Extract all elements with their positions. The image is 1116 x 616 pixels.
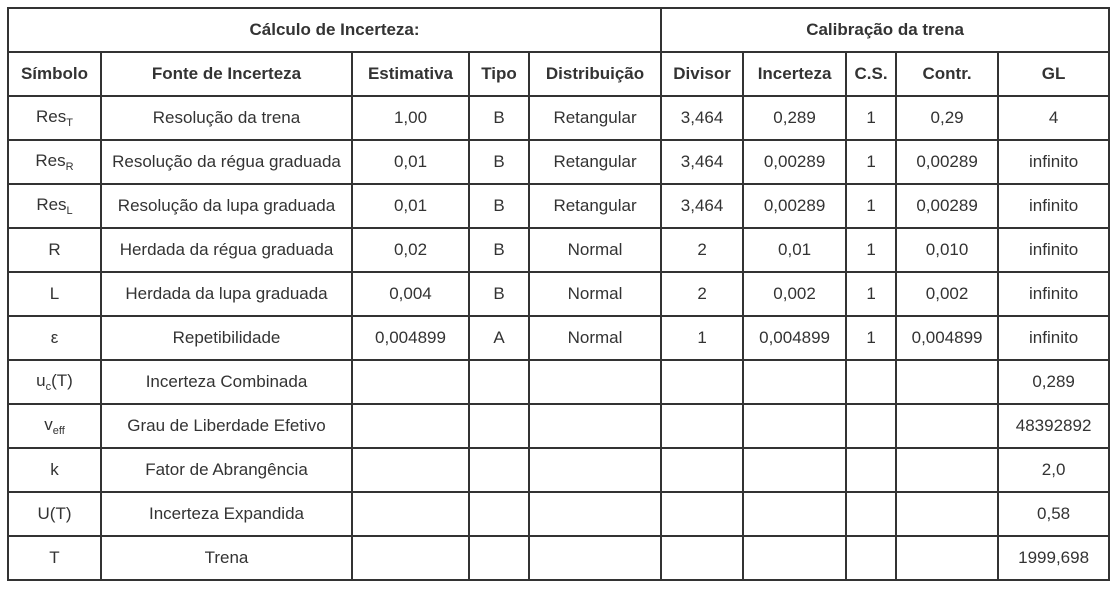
cell-type: B [469, 228, 529, 272]
cell-cs [846, 448, 896, 492]
column-header-uncertainty: Incerteza [743, 52, 846, 96]
cell-source: Fator de Abrangência [101, 448, 352, 492]
cell-uncertainty: 0,002 [743, 272, 846, 316]
cell-symbol [8, 404, 101, 448]
cell-estimate: 0,004899 [352, 316, 469, 360]
cell-type: B [469, 184, 529, 228]
cell-type: A [469, 316, 529, 360]
column-header-estimate: Estimativa [352, 52, 469, 96]
cell-distribution [529, 536, 661, 580]
cell-source: Herdada da lupa graduada [101, 272, 352, 316]
cell-divisor [661, 536, 743, 580]
table-row [8, 272, 1109, 316]
cell-estimate [352, 360, 469, 404]
column-header-type: Tipo [469, 52, 529, 96]
column-header-distribution: Distribuição [529, 52, 661, 96]
symbol-base: L [49, 284, 60, 303]
symbol-base: v [44, 415, 53, 434]
cell-divisor [661, 492, 743, 536]
cell-divisor: 2 [661, 272, 743, 316]
cell-distribution: Normal [529, 228, 661, 272]
cell-estimate [352, 492, 469, 536]
column-header-symbol: Símbolo [8, 52, 101, 96]
cell-cs: 1 [846, 96, 896, 140]
symbol-subscript: eff [52, 425, 65, 437]
cell-symbol [8, 184, 101, 228]
column-header-divisor: Divisor [661, 52, 743, 96]
cell-estimate: 1,00 [352, 96, 469, 140]
cell-divisor [661, 404, 743, 448]
cell-source: Resolução da trena [101, 96, 352, 140]
cell-gl: 0,289 [998, 360, 1109, 404]
cell-source: Repetibilidade [101, 316, 352, 360]
symbol-base: T [49, 548, 60, 567]
cell-contr: 0,00289 [896, 184, 998, 228]
table-row [8, 448, 1109, 492]
cell-gl: infinito [998, 272, 1109, 316]
cell-contr: 0,00289 [896, 140, 998, 184]
cell-source: Trena [101, 536, 352, 580]
cell-distribution: Retangular [529, 184, 661, 228]
column-header-contr: Contr. [896, 52, 998, 96]
symbol-base: k [50, 460, 59, 479]
cell-distribution [529, 492, 661, 536]
table-row [8, 96, 1109, 140]
cell-gl: infinito [998, 184, 1109, 228]
cell-symbol [8, 360, 101, 404]
cell-symbol [8, 316, 101, 360]
cell-symbol [8, 228, 101, 272]
table-row [8, 536, 1109, 580]
cell-contr [896, 492, 998, 536]
symbol-base: u [36, 371, 46, 390]
cell-source: Grau de Liberdade Efetivo [101, 404, 352, 448]
table-row [8, 228, 1109, 272]
cell-divisor [661, 448, 743, 492]
cell-cs [846, 492, 896, 536]
cell-contr [896, 448, 998, 492]
cell-divisor: 2 [661, 228, 743, 272]
cell-uncertainty [743, 448, 846, 492]
cell-cs [846, 360, 896, 404]
symbol-subscript: R [65, 161, 74, 173]
table-row [8, 360, 1109, 404]
cell-uncertainty [743, 492, 846, 536]
symbol-base: Res [35, 151, 66, 170]
cell-gl: infinito [998, 228, 1109, 272]
cell-divisor: 3,464 [661, 184, 743, 228]
cell-contr [896, 536, 998, 580]
cell-estimate: 0,01 [352, 184, 469, 228]
symbol-subscript: L [66, 205, 73, 217]
cell-distribution [529, 404, 661, 448]
cell-type: B [469, 96, 529, 140]
symbol-base: R [48, 240, 61, 259]
symbol-base: Res [36, 107, 67, 126]
section-title-calibration: Calibração da trena [661, 8, 1109, 52]
cell-uncertainty [743, 536, 846, 580]
cell-type: B [469, 140, 529, 184]
cell-contr: 0,002 [896, 272, 998, 316]
cell-source: Incerteza Expandida [101, 492, 352, 536]
cell-uncertainty: 0,289 [743, 96, 846, 140]
table-row [8, 404, 1109, 448]
cell-symbol [8, 96, 101, 140]
cell-uncertainty: 0,00289 [743, 184, 846, 228]
cell-estimate: 0,004 [352, 272, 469, 316]
cell-source: Resolução da régua graduada [101, 140, 352, 184]
cell-source: Resolução da lupa graduada [101, 184, 352, 228]
cell-divisor [661, 360, 743, 404]
uncertainty-table [7, 7, 1110, 581]
cell-cs: 1 [846, 228, 896, 272]
cell-cs [846, 536, 896, 580]
cell-contr [896, 360, 998, 404]
cell-type [469, 492, 529, 536]
table-row [8, 184, 1109, 228]
cell-symbol [8, 536, 101, 580]
cell-gl: 2,0 [998, 448, 1109, 492]
cell-distribution [529, 448, 661, 492]
cell-cs: 1 [846, 140, 896, 184]
cell-gl: 48392892 [998, 404, 1109, 448]
cell-type [469, 404, 529, 448]
symbol-subscript: T [66, 117, 73, 129]
cell-estimate: 0,02 [352, 228, 469, 272]
cell-type: B [469, 272, 529, 316]
cell-estimate [352, 448, 469, 492]
cell-type [469, 536, 529, 580]
cell-contr: 0,004899 [896, 316, 998, 360]
column-header-source: Fonte de Incerteza [101, 52, 352, 96]
cell-uncertainty [743, 404, 846, 448]
cell-symbol [8, 448, 101, 492]
cell-distribution: Normal [529, 272, 661, 316]
column-header-cs: C.S. [846, 52, 896, 96]
column-header-row [8, 52, 1109, 96]
symbol-subscript: c [45, 381, 52, 393]
cell-type [469, 448, 529, 492]
cell-distribution: Normal [529, 316, 661, 360]
cell-contr [896, 404, 998, 448]
cell-divisor: 3,464 [661, 96, 743, 140]
cell-uncertainty [743, 360, 846, 404]
cell-distribution: Retangular [529, 140, 661, 184]
cell-estimate [352, 536, 469, 580]
cell-symbol [8, 140, 101, 184]
cell-source: Herdada da régua graduada [101, 228, 352, 272]
cell-gl: infinito [998, 316, 1109, 360]
cell-gl: 0,58 [998, 492, 1109, 536]
cell-gl: infinito [998, 140, 1109, 184]
column-header-gl: GL [998, 52, 1109, 96]
cell-distribution [529, 360, 661, 404]
cell-uncertainty: 0,00289 [743, 140, 846, 184]
cell-cs: 1 [846, 272, 896, 316]
cell-contr: 0,29 [896, 96, 998, 140]
cell-contr: 0,010 [896, 228, 998, 272]
cell-divisor: 3,464 [661, 140, 743, 184]
cell-estimate: 0,01 [352, 140, 469, 184]
table-row [8, 316, 1109, 360]
cell-cs [846, 404, 896, 448]
symbol-base: U(T) [37, 504, 72, 523]
symbol-base: Res [36, 195, 67, 214]
cell-cs: 1 [846, 316, 896, 360]
cell-uncertainty: 0,004899 [743, 316, 846, 360]
cell-distribution: Retangular [529, 96, 661, 140]
table-row [8, 492, 1109, 536]
section-title-calculation: Cálculo de Incerteza: [8, 8, 661, 52]
table-row [8, 140, 1109, 184]
cell-symbol [8, 492, 101, 536]
cell-symbol [8, 272, 101, 316]
cell-cs: 1 [846, 184, 896, 228]
cell-gl: 4 [998, 96, 1109, 140]
cell-estimate [352, 404, 469, 448]
symbol-base: ε [50, 328, 59, 347]
cell-source: Incerteza Combinada [101, 360, 352, 404]
cell-divisor: 1 [661, 316, 743, 360]
cell-gl: 1999,698 [998, 536, 1109, 580]
cell-type [469, 360, 529, 404]
symbol-suffix: (T) [51, 371, 73, 390]
cell-uncertainty: 0,01 [743, 228, 846, 272]
